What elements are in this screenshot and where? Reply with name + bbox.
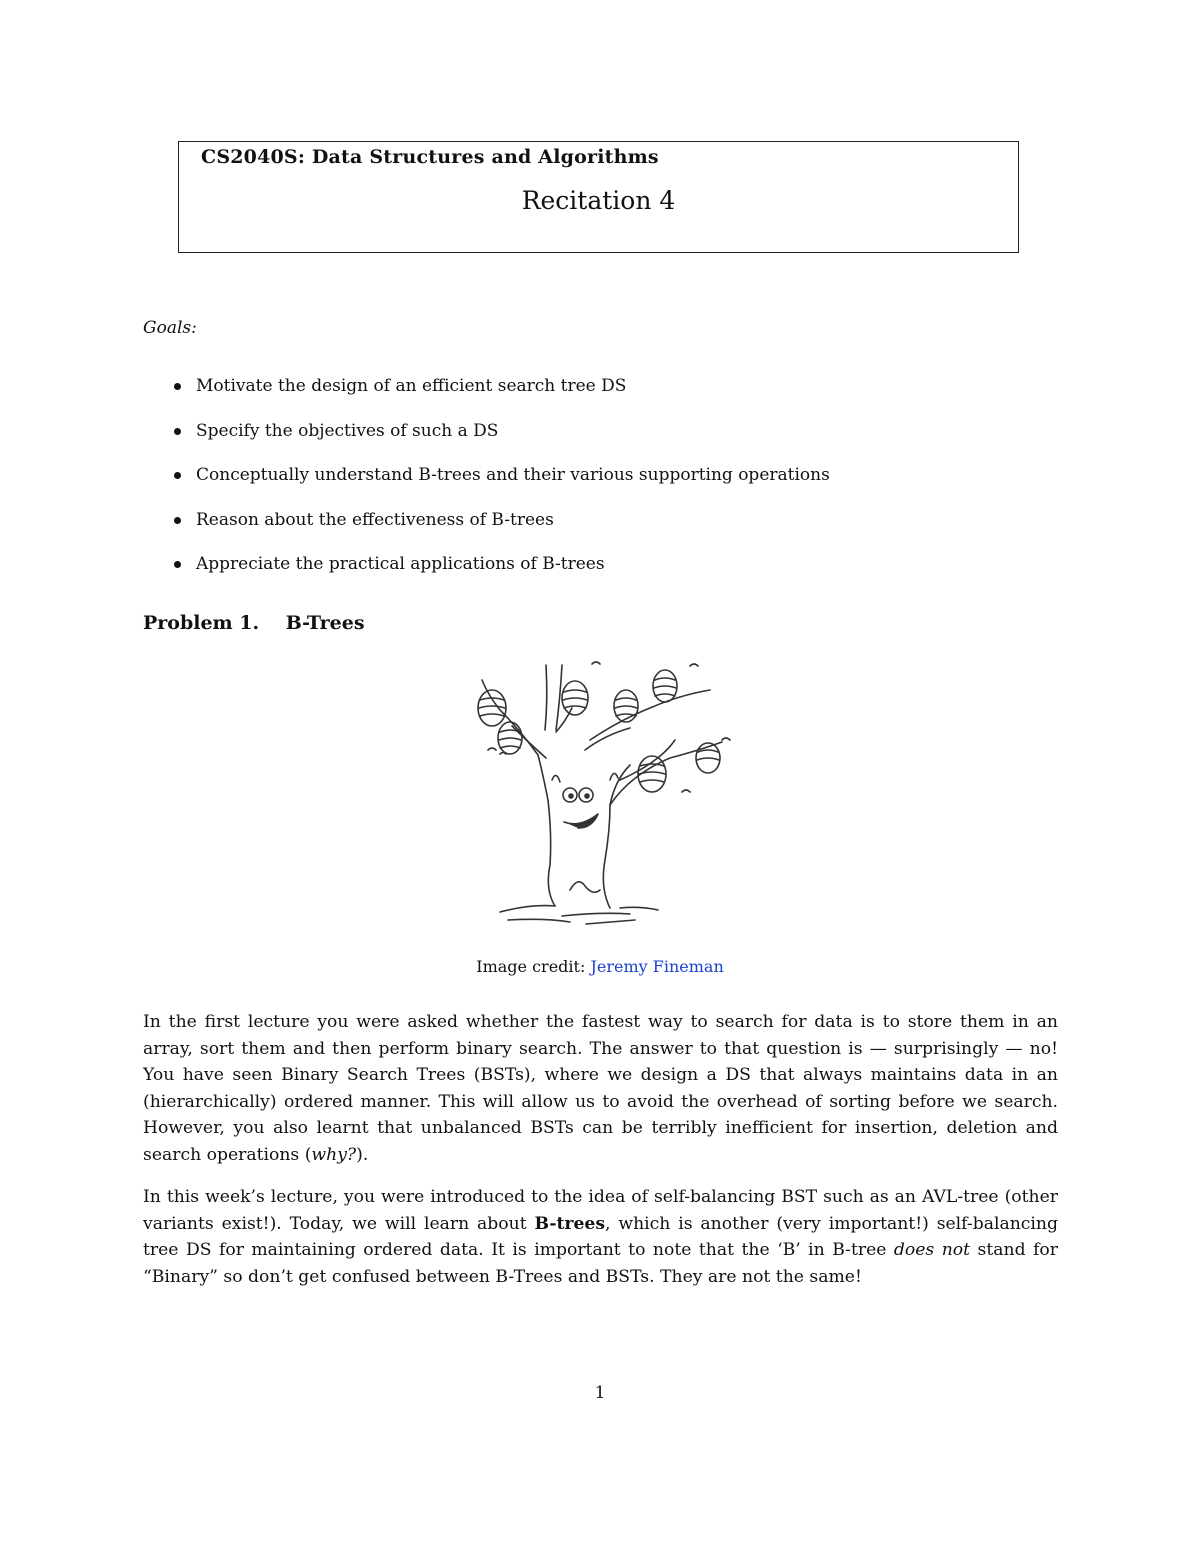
goal-item: [143, 508, 830, 553]
goal-item: [143, 463, 830, 508]
emphasis-does-not: does not: [893, 1240, 971, 1261]
caption-prefix: Image credit:: [476, 957, 586, 976]
credit-link[interactable]: Jeremy Fineman: [590, 957, 724, 976]
paragraph-text: stand for “Binary” so don’t get confused between B-Trees and BSTs. They are not the same!: [143, 1240, 1058, 1287]
emphasis-why: why?: [311, 1144, 357, 1165]
paragraph-text: In this week’s lecture, you were introduced to the idea of self-balancing BST such as an AVL-tree (other variants exist!). Today, we will learn about: [143, 1187, 1058, 1234]
goal-text: Motivate the design of an efficient search tree DS: [196, 376, 627, 396]
bullet-icon: [174, 517, 181, 524]
recitation-title: Recitation 4: [521, 186, 676, 215]
goal-item: [143, 374, 830, 419]
term-btrees: B-trees: [534, 1213, 606, 1234]
problem-number: Problem 1.: [143, 612, 260, 634]
bullet-icon: [174, 428, 181, 435]
tree-illustration: [460, 650, 750, 930]
figure-caption: [0, 957, 1200, 976]
goal-text: Reason about the effectiveness of B-trees: [196, 509, 554, 530]
problem-title: B-Trees: [285, 612, 365, 634]
goal-text: Appreciate the practical applications of B-trees: [196, 554, 605, 574]
paragraph-text: ).: [356, 1144, 369, 1165]
goal-item: [143, 419, 830, 464]
paragraph-text: In the first lecture you were asked whether the fastest way to search for data is to store them in an array, sort them and then perform binary search. The answer to that question is — surprisingly — no! You have seen Binary Search Trees (BSTs), where we design a DS that always maintains data in an (hierarchically) ordered manner. This will allow us to avoid the overhead of sorting before we search. However, you also learnt that unbalanced BSTs can be terribly inefficient for insertion, deletion and search operations (: [143, 1012, 1058, 1165]
course-title: CS2040S: Data Structures and Algorithms: [201, 146, 659, 168]
problem-heading: [143, 612, 365, 634]
page-number: 1: [594, 1383, 606, 1403]
paragraph-intro: [143, 1009, 1058, 1169]
paragraph-btrees: [143, 1184, 1058, 1290]
bullet-icon: [174, 561, 181, 568]
title-box: [178, 141, 1019, 253]
goal-item: [143, 552, 830, 597]
goals-list: [143, 374, 830, 597]
bullet-icon: [174, 383, 181, 390]
goal-text: Specify the objectives of such a DS: [196, 420, 499, 441]
bullet-icon: [174, 472, 181, 479]
goal-text: Conceptually understand B-trees and their various supporting operations: [196, 465, 830, 485]
goals-label: Goals:: [143, 318, 197, 338]
paragraph-text: , which is another (very important!) self-balancing tree DS for maintaining ordered data. It is important to note that the ‘B’ in B-tree: [143, 1213, 1058, 1261]
